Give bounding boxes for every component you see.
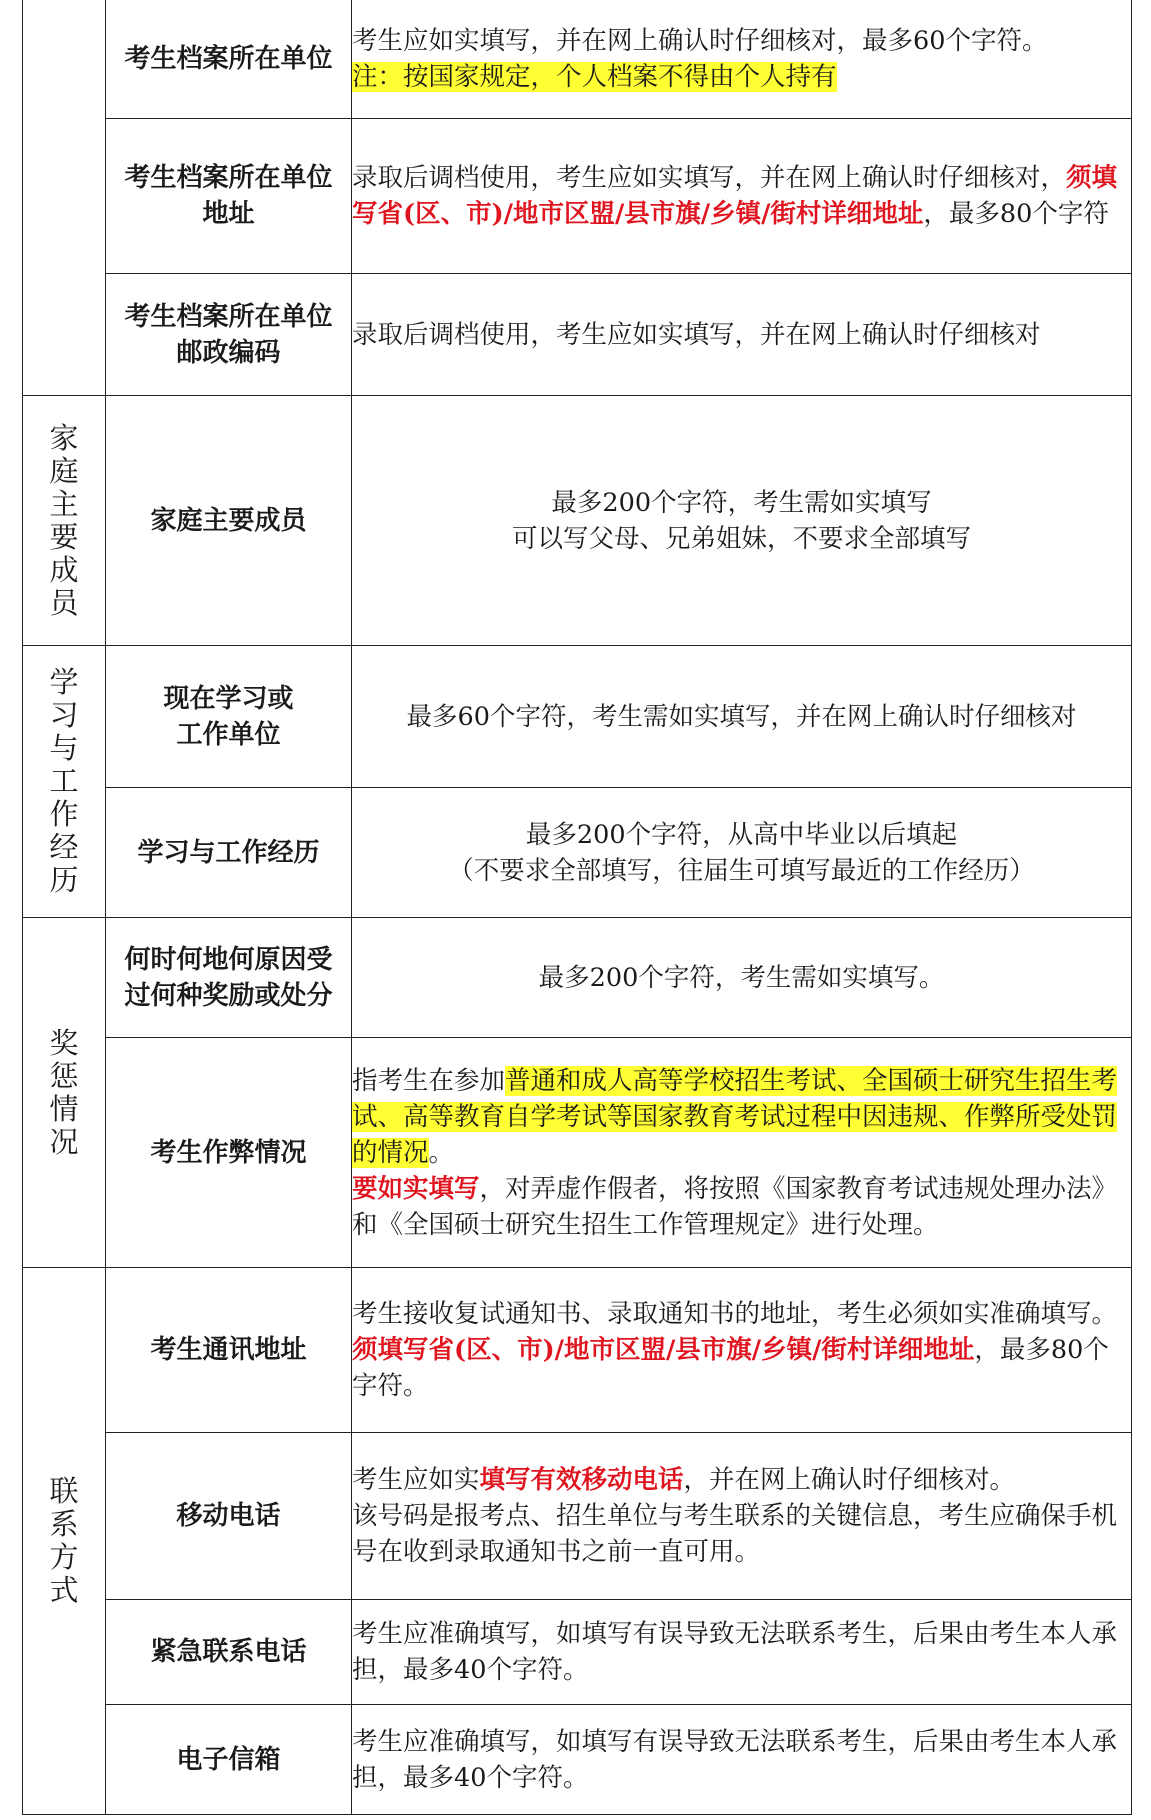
section-char: 庭 — [49, 453, 79, 488]
section-char: 联 — [49, 1474, 79, 1508]
desc-text: 。 — [428, 1137, 455, 1168]
desc-text: ，最多80个字符 — [923, 199, 1109, 229]
desc-experience — [352, 788, 1132, 918]
section-char: 系 — [49, 1507, 79, 1541]
table-row — [23, 918, 1132, 1038]
field-experience: 学习与工作经历 — [106, 788, 352, 918]
field-mobile: 移动电话 — [106, 1433, 352, 1600]
desc-text: ，对弄虚作假者，将按照《国家教育考试违规处理办法》和《全国硕士研究生招生工作管理规定》进行处理。 — [352, 1173, 1118, 1240]
field-archive-zip — [106, 274, 352, 396]
desc-text: 最多200个字符，考生需如实填写 — [551, 487, 932, 518]
desc-text: （不要求全部填写，往届生可填写最近的工作经历） — [448, 855, 1035, 886]
table-row — [23, 119, 1132, 274]
section-char: 历 — [49, 863, 79, 897]
section-char: 习 — [49, 698, 79, 732]
desc-text: 录取后调档使用，考生应如实填写，并在网上确认时仔细核对， — [352, 163, 1067, 193]
desc-text: 该号码是报考点、招生单位与考生联系的关键信息，考生应确保手机号在收到录取通知书之前一直可用。 — [352, 1501, 1118, 1567]
section-char: 式 — [49, 1573, 79, 1607]
desc-mail-address — [352, 1268, 1132, 1433]
desc-archive-address — [352, 119, 1132, 274]
desc-text: 指考生在参加 — [352, 1065, 506, 1096]
section-char: 方 — [49, 1540, 79, 1574]
highlighted-text: 普通和成人高等学校招生考试、全国硕士研究生招生考试、高等教育自学考试等国家教育考试过程中因违规、作弊所受处罚的情况 — [352, 1065, 1118, 1168]
section-char: 与 — [49, 731, 79, 765]
red-emphasis: 要如实填写 — [352, 1173, 480, 1204]
table-row — [23, 1600, 1132, 1705]
field-cheating: 考生作弊情况 — [106, 1038, 352, 1268]
section-char: 工 — [49, 764, 79, 798]
field-mail-address: 考生通讯地址 — [106, 1268, 352, 1433]
field-label-line: 过何种奖励或处分 — [124, 980, 333, 1011]
field-label-line: 何时何地何原因受 — [124, 944, 333, 975]
red-emphasis: 须填写省(区、市)/地市区盟/县市旗/乡镇/街村详细地址 — [352, 1335, 975, 1365]
desc-text: ，并在网上确认时仔细核对。 — [683, 1465, 1016, 1495]
desc-text: 考生应如实 — [352, 1465, 480, 1495]
desc-emergency-phone: 考生应准确填写，如填写有误导致无法联系考生，后果由考生本人承担，最多40个字符。 — [352, 1600, 1132, 1705]
section-char: 况 — [49, 1124, 79, 1159]
red-emphasis: 须填写省(区、市)/地市区盟/县市旗/乡镇/街村详细地址 — [352, 163, 1118, 229]
section-char: 主 — [49, 486, 79, 521]
field-label-line: 现在学习或 — [163, 683, 294, 714]
desc-cheating — [352, 1038, 1132, 1268]
exam-registration-field-table — [22, 0, 1132, 1815]
section-char: 惩 — [49, 1058, 79, 1093]
section-reward-punishment — [23, 918, 106, 1268]
field-rewards — [106, 918, 352, 1038]
desc-mobile — [352, 1433, 1132, 1600]
section-study-work — [23, 646, 106, 918]
section-contact — [23, 1268, 106, 1815]
section-char: 经 — [49, 830, 79, 864]
desc-archive-unit — [352, 0, 1132, 119]
section-char: 员 — [49, 585, 79, 620]
section-archive-continued — [23, 0, 106, 396]
desc-family-members — [352, 396, 1132, 646]
desc-email: 考生应准确填写，如填写有误导致无法联系考生，后果由考生本人承担，最多40个字符。 — [352, 1705, 1132, 1815]
desc-text: 考生应如实填写，并在网上确认时仔细核对，最多60个字符。 — [352, 25, 1048, 56]
section-char: 成 — [49, 552, 79, 587]
desc-text: ，最多80个字符。 — [352, 1335, 1109, 1401]
field-label-line: 工作单位 — [176, 719, 281, 750]
section-family — [23, 396, 106, 646]
table-row — [23, 1038, 1132, 1268]
table-row — [23, 0, 1132, 119]
desc-text: 考生接收复试通知书、录取通知书的地址，考生必须如实准确填写。 — [352, 1299, 1118, 1329]
highlighted-note: 注：按国家规定，个人档案不得由个人持有 — [352, 61, 837, 92]
field-label-line: 考生档案所在单位 — [124, 163, 333, 193]
desc-text: 最多200个字符，从高中毕业以后填起 — [525, 819, 958, 850]
desc-current-unit: 最多60个字符，考生需如实填写，并在网上确认时仔细核对 — [352, 646, 1132, 788]
field-label-line: 地址 — [202, 199, 255, 229]
field-archive-address — [106, 119, 352, 274]
section-char: 作 — [49, 797, 79, 831]
table-row — [23, 274, 1132, 396]
table-row — [23, 1433, 1132, 1600]
section-char: 学 — [49, 665, 79, 699]
section-char: 要 — [49, 519, 79, 554]
field-label-line: 邮政编码 — [176, 337, 281, 368]
section-char: 家 — [49, 420, 79, 455]
field-family-members: 家庭主要成员 — [106, 396, 352, 646]
desc-text: 可以写父母、兄弟姐妹，不要求全部填写 — [511, 523, 971, 554]
field-emergency-phone: 紧急联系电话 — [106, 1600, 352, 1705]
field-email: 电子信箱 — [106, 1705, 352, 1815]
table-row — [23, 1268, 1132, 1433]
desc-archive-zip: 录取后调档使用，考生应如实填写，并在网上确认时仔细核对 — [352, 274, 1132, 396]
desc-rewards: 最多200个字符，考生需如实填写。 — [352, 918, 1132, 1038]
field-label-line: 考生档案所在单位 — [124, 301, 333, 332]
section-char: 奖 — [49, 1025, 79, 1060]
field-archive-unit: 考生档案所在单位 — [106, 0, 352, 119]
section-char: 情 — [49, 1091, 79, 1126]
table-row — [23, 396, 1132, 646]
field-current-unit — [106, 646, 352, 788]
red-emphasis: 填写有效移动电话 — [479, 1465, 684, 1495]
table-row — [23, 1705, 1132, 1815]
table-row — [23, 646, 1132, 788]
table-row — [23, 788, 1132, 918]
